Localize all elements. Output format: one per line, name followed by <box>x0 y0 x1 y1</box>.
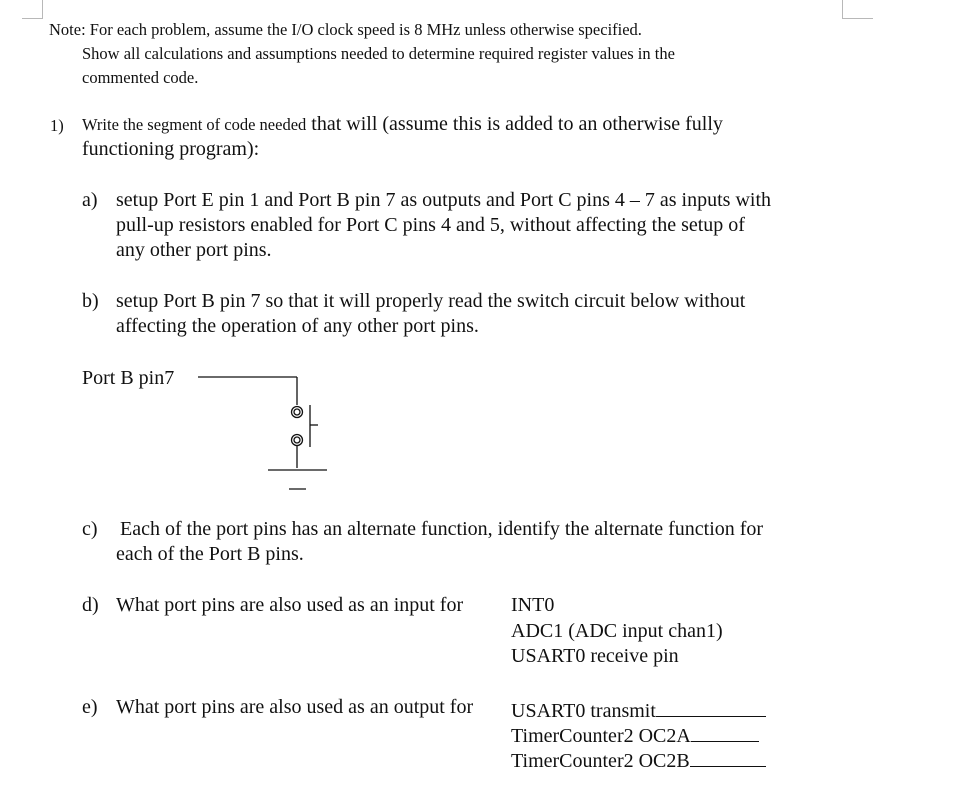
part-a-line-2: pull-up resistors enabled for Port C pins 4 and 5, without affecting the setup of <box>116 214 745 236</box>
question-number: 1) <box>50 116 64 135</box>
part-d-item-usart0-receive: USART0 receive pin <box>511 645 679 667</box>
part-d-prefix: What port pins are also used as an input for <box>116 594 464 616</box>
switch-contact-bottom-inner <box>294 437 300 443</box>
answer-blank-usart0-transmit[interactable] <box>656 696 766 717</box>
part-e-item-oc2a <box>511 721 759 748</box>
part-e-item-oc2a-label: TimerCounter2 OC2A <box>511 725 691 747</box>
switch-contact-bottom <box>292 435 303 446</box>
question-line-2: functioning program): <box>82 138 260 160</box>
switch-contact-top-inner <box>294 409 300 415</box>
part-e-label: e) <box>82 696 98 718</box>
question-line-1-rest: that will (assume this is added to an otherwise fully <box>306 113 723 135</box>
note-line-2: Show all calculations and assumptions needed to determine required register values in the <box>82 44 675 63</box>
part-b-line-1: setup Port B pin 7 so that it will properly read the switch circuit below without <box>116 290 746 312</box>
switch-contact-top <box>292 407 303 418</box>
part-e-item-usart0-transmit <box>511 696 766 723</box>
part-d-label: d) <box>82 594 99 616</box>
question-line-1: Write the segment of code needed that will (assume this is added to an otherwise fully <box>82 113 723 135</box>
answer-blank-oc2a[interactable] <box>691 721 759 742</box>
part-a-line-3: any other port pins. <box>116 239 272 261</box>
part-e-item-oc2b <box>511 746 766 773</box>
part-b-line-2: affecting the operation of any other port pins. <box>116 315 479 337</box>
part-b-label: b) <box>82 290 99 312</box>
part-e-item-oc2b-label: TimerCounter2 OC2B <box>511 750 690 772</box>
part-e-item-usart0-transmit-label: USART0 transmit <box>511 700 656 722</box>
note-line-1: Note: For each problem, assume the I/O clock speed is 8 MHz unless otherwise specified. <box>49 20 642 39</box>
part-a-label: a) <box>82 189 98 211</box>
part-e-prefix: What port pins are also used as an output for <box>116 696 474 718</box>
circuit-pin-label: Port B pin7 <box>82 367 175 389</box>
part-c-line-2: each of the Port B pins. <box>116 543 304 565</box>
part-a-line-1: setup Port E pin 1 and Port B pin 7 as outputs and Port C pins 4 – 7 as inputs with <box>116 189 772 211</box>
part-d-item-adc1: ADC1 (ADC input chan1) <box>511 620 723 642</box>
note-line-3: commented code. <box>82 68 199 87</box>
part-c-label: c) <box>82 518 98 540</box>
answer-blank-oc2b[interactable] <box>690 746 766 767</box>
part-c-line-1: Each of the port pins has an alternate function, identify the alternate function for <box>120 518 764 540</box>
part-d-item-int0: INT0 <box>511 594 555 616</box>
